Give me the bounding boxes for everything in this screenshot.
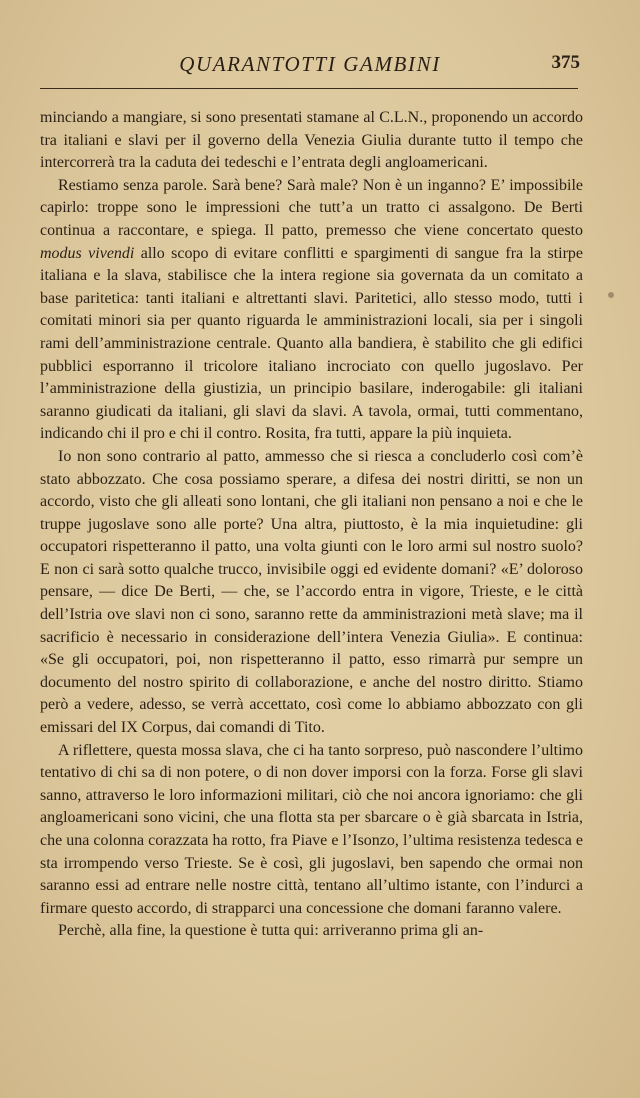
page-number: 375 [551, 52, 580, 73]
header-rule [40, 88, 578, 89]
italic-phrase: modus vivendi [40, 244, 135, 262]
paragraph-text: allo scopo di evitare conflitti e spargimenti di sangue fra la stirpe italiana e la slava, stabilisce che la intera regione sia governata da un comitato a base paritetica: tanti italiani e altrettanti slavi. Paritetici, allo stesso modo, tutti i comitati minori sia per quanto riguarda le amministrazioni locali, sia per i singoli rami dell’amministrazione centrale. Quanto alla bandiera, è stabilito che gli edifici pubblici esporranno il tricolore italiano incrociato con quello jugoslavo. Per l’amministrazione della giustizia, un principio basilare, inderogabile: gli italiani saranno giudicati da italiani, gli slavi da slavi. A tavola, ormai, tutti commentano, indicando chi il pro e chi il contro. Rosita, fra tutti, appare la più inquieta. [40, 244, 583, 443]
paper-speck [608, 292, 614, 298]
paragraph: A riflettere, questa mossa slava, che ci ha tanto sorpreso, può nascondere l’ultimo tentativo di chi sa di non potere, o di non dover imporsi con la forza. Forse gli slavi sanno, attraverso le loro informazioni militari, ciò che noi ancora ignoriamo: che gli angloamericani sono vicini, che una flotta sta per sbarcare o è già sbarcata in Istria, che una colonna corazzata ha rotto, fra Piave e l’Isonzo, l’ultima resistenza tedesca e sta irrompendo verso Trieste. Se è così, gli jugoslavi, ben sapendo che ormai non saranno essi ad entrare nelle nostre città, tentano all’ultimo istante, con l’indurci a firmare questo accordo, di strapparci una concessione che domani faranno valere. [40, 741, 583, 917]
paragraph [40, 175, 583, 446]
paragraph: Io non sono contrario al patto, ammesso che si riesca a concluderlo così com’è stato abbozzato. Che cosa possiamo sperare, a difesa dei nostri diritti, se non un accordo, visto che gli alleati sono lontani, che gli italiani non pensano a noi e che le truppe jugoslave sono alle porte? Una altra, piuttosto, è la mia inquietudine: gli occupatori rispetteranno il patto, una volta giunti con le loro armi sul nostro suolo? E non ci sarà sotto qualche trucco, invisibile oggi ed evidente domani? «E’ doloroso pensare, — dice De Berti, — che, se l’accordo entra in vigore, Trieste, e le città dell’Istria ove slavi non ci sono, saranno rette da amministrazioni metà slave; ma il sacrificio è necessario in considerazione dell’intera Venezia Giulia». E continua: «Se gli occupatori, poi, non rispetteranno il patto, esso rimarrà pur sempre un documento del nostro spirito di collaborazione, e anche del nostro diritto. Stiamo però a vedere, adesso, se verrà accettato, così come lo abbiamo abbozzato con gli emissari del IX Corpus, dai comandi di Tito. [40, 447, 583, 737]
paragraph-text: Restiamo senza parole. Sarà bene? Sarà male? Non è un inganno? E’ impossibile capirlo: troppe sono le impressioni che tutt’a un tratto ci assalgono. De Berti continua a raccontare, e spiega. Il patto, premesso che viene concertato questo [40, 176, 583, 239]
paragraph: Perchè, alla fine, la questione è tutta qui: arriveranno prima gli an- [58, 922, 484, 940]
paragraph: minciando a mangiare, si sono presentati stamane al C.L.N., proponendo un accordo tra italiani e slavi per il governo della Venezia Giulia durante tutto il tempo che intercorrerà tra la caduta dei tedeschi e l’entrata degli angloamericani. [40, 109, 583, 172]
running-title: QUARANTOTTI GAMBINI [179, 52, 441, 76]
body-text [40, 107, 583, 943]
page-header [40, 50, 580, 82]
